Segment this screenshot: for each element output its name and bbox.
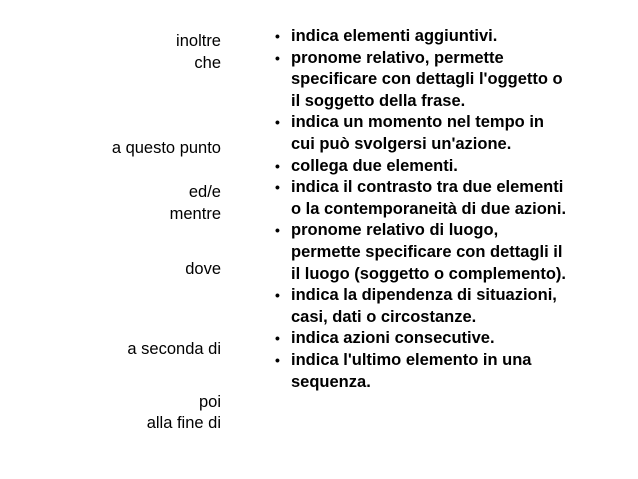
definition-line: il luogo (soggetto o complemento). (291, 264, 566, 283)
term-a-questo-punto: a questo punto (111, 139, 221, 157)
definition-line: pronome relativo, permette (291, 48, 504, 67)
definition-line: indica la dipendenza di situazioni, (291, 286, 557, 305)
bullet-icon: • (275, 179, 280, 196)
bullet-icon: • (275, 222, 280, 239)
definition-line: cui può svolgersi un'azione. (291, 134, 512, 153)
term-a-seconda-di: a seconda di (127, 340, 221, 358)
definition-line: indica azioni consecutive. (291, 329, 495, 348)
definition-line: o la contemporaneità di due azioni. (291, 199, 567, 218)
definition-list (273, 26, 633, 393)
definition-line: sequenza. (291, 372, 371, 391)
definition-che (273, 48, 633, 113)
definition-line: indica il contrasto tra due elementi (291, 178, 564, 197)
term-dove: dove (185, 260, 221, 278)
term-mentre: mentre (169, 205, 221, 223)
definition-line: collega due elementi. (291, 156, 458, 175)
term-alla-fine-di: alla fine di (146, 414, 221, 432)
definition-inoltre (273, 26, 633, 48)
definition-line: indica un momento nel tempo in (291, 113, 545, 132)
definition-line: il soggetto della frase. (291, 91, 466, 110)
bullet-icon: • (275, 49, 280, 66)
definition-ed-e (273, 156, 633, 178)
definition-line: pronome relativo di luogo, (291, 221, 499, 240)
definition-a-seconda-di (273, 285, 633, 328)
definition-mentre (273, 177, 633, 220)
definition-line: casi, dati o circostanze. (291, 307, 477, 326)
definition-poi (273, 328, 633, 350)
definition-dove (273, 220, 633, 285)
term-poi: poi (198, 393, 221, 411)
term-inoltre: inoltre (176, 32, 221, 50)
term-che: che (194, 54, 221, 72)
definition-line: indica l'ultimo elemento in una (291, 350, 532, 369)
definition-line: permette specificare con dettagli il (291, 242, 563, 261)
bullet-icon: • (275, 157, 280, 174)
definition-line: indica elementi aggiuntivi. (291, 27, 498, 45)
bullet-icon: • (275, 114, 280, 131)
bullet-icon: • (275, 28, 280, 44)
definition-a-questo-punto (273, 112, 633, 155)
definition-line: specificare con dettagli l'oggetto o (291, 70, 563, 89)
bullet-icon: • (275, 330, 280, 347)
bullet-icon: • (275, 351, 280, 368)
bullet-icon: • (275, 287, 280, 304)
definition-alla-fine-di (273, 350, 633, 393)
term-ed-e: ed/e (188, 183, 221, 201)
